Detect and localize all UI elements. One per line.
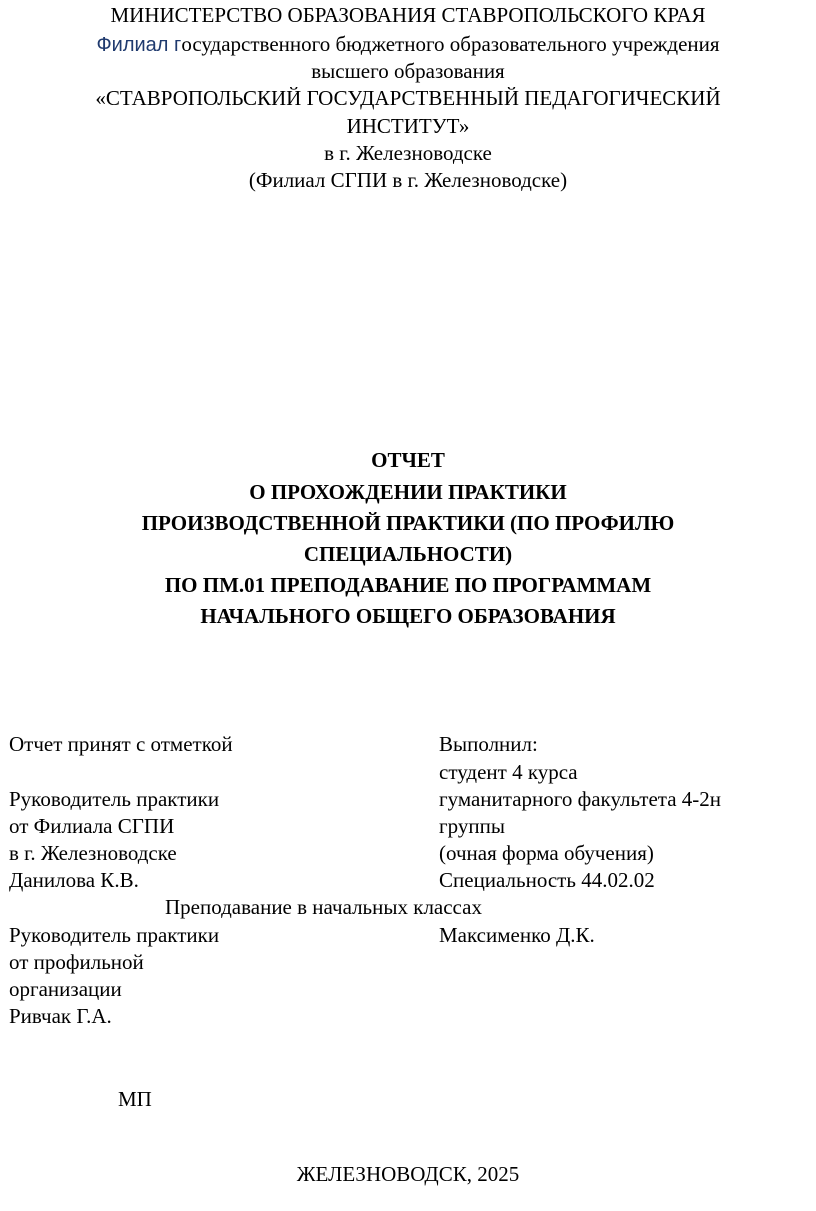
education-line: высшего образования xyxy=(311,59,505,83)
branch-line xyxy=(0,31,816,59)
supervisor2-line2: от профильной xyxy=(9,950,144,974)
specialty-name-line: Преподавание в начальных классах xyxy=(165,895,482,919)
branch-prefix: Филиал г xyxy=(96,34,182,56)
branch-rest: осударственного бюджетного образовательного учреждения xyxy=(181,32,720,56)
report-title: ОТЧЕТ xyxy=(371,448,445,472)
institute-line-2: ИНСТИТУТ» xyxy=(346,114,470,138)
supervisor2-line1: Руководитель практики xyxy=(9,923,220,947)
performed-label: Выполнил: xyxy=(439,732,538,756)
supervisor1-name: Данилова К.В. xyxy=(9,868,139,892)
accepted-label: Отчет принят с отметкой xyxy=(9,732,233,756)
supervisor1-line1: Руководитель практики xyxy=(9,787,220,811)
ministry-line: МИНИСТЕРСТВО ОБРАЗОВАНИЯ СТАВРОПОЛЬСКОГО КРАЯ xyxy=(110,3,706,27)
specialty-code-line: Специальность 44.02.02 xyxy=(439,868,655,892)
supervisor2-line3: организации xyxy=(9,977,122,1001)
report-subtitle-2: ПРОИЗВОДСТВЕННОЙ ПРАКТИКИ (ПО ПРОФИЛЮ xyxy=(141,511,675,535)
institute-line-1: «СТАВРОПОЛЬСКИЙ ГОСУДАРСТВЕННЫЙ ПЕДАГОГИЧЕСКИЙ xyxy=(95,86,721,110)
report-subtitle-4: ПО ПМ.01 ПРЕПОДАВАНИЕ ПО ПРОГРАММАМ xyxy=(164,573,652,597)
supervisor1-line3: в г. Железноводске xyxy=(9,841,177,865)
report-subtitle-1: О ПРОХОЖДЕНИИ ПРАКТИКИ xyxy=(249,480,567,504)
report-subtitle-5: НАЧАЛЬНОГО ОБЩЕГО ОБРАЗОВАНИЯ xyxy=(200,604,616,628)
stamp-label: МП xyxy=(118,1087,152,1111)
faculty-line: гуманитарного факультета 4-2н xyxy=(439,787,722,811)
footer-city-year: ЖЕЛЕЗНОВОДСК, 2025 xyxy=(296,1162,520,1186)
supervisor1-line2: от Филиала СГПИ xyxy=(9,814,175,838)
city-line: в г. Железноводске xyxy=(324,141,492,165)
supervisor2-name: Ривчак Г.А. xyxy=(9,1004,112,1028)
study-form-line: (очная форма обучения) xyxy=(439,841,654,865)
report-subtitle-3: СПЕЦИАЛЬНОСТИ) xyxy=(303,542,513,566)
student-name: Максименко Д.К. xyxy=(439,923,595,947)
course-line: студент 4 курса xyxy=(439,760,578,784)
group-line: группы xyxy=(439,814,505,838)
branch-short-line: (Филиал СГПИ в г. Железноводске) xyxy=(248,168,568,192)
